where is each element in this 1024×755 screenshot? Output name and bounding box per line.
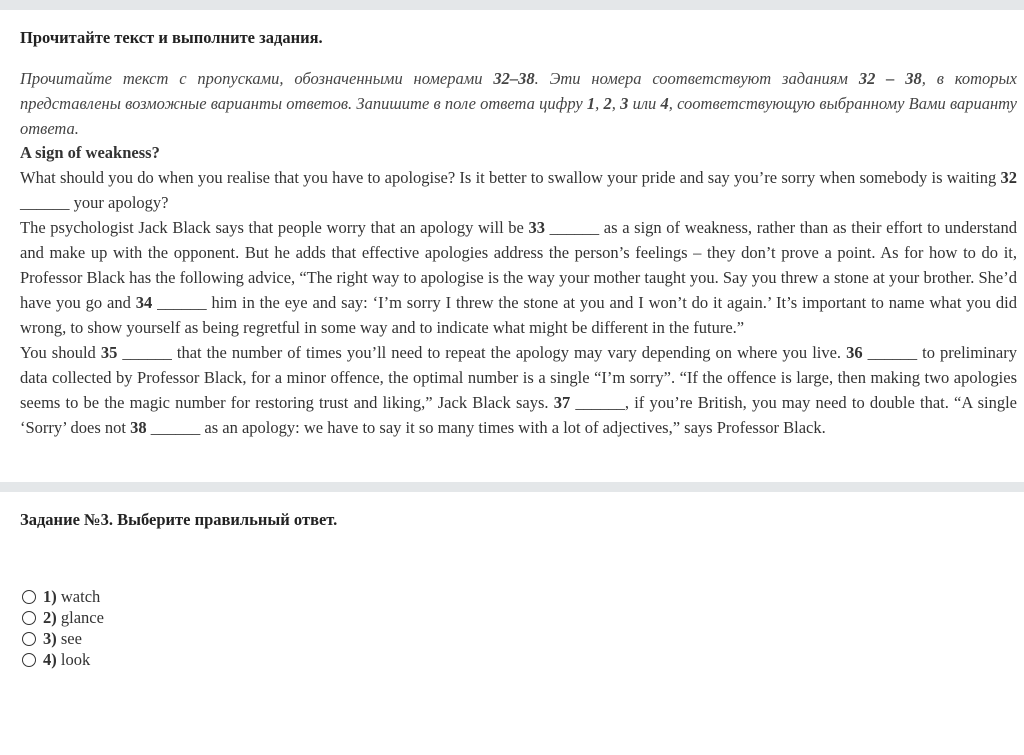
gap-number: 38 bbox=[130, 418, 147, 437]
answer-option-3[interactable] bbox=[20, 628, 1004, 649]
option-label: look bbox=[60, 649, 91, 669]
radio-button[interactable] bbox=[22, 632, 36, 646]
instruction-text bbox=[20, 66, 1017, 141]
text-segment: , соответствующую выбранному Вами варианту ответа. bbox=[20, 94, 1018, 138]
gap-number: 1 bbox=[586, 94, 596, 113]
option-label: see bbox=[60, 628, 82, 648]
gap-number: 37 bbox=[553, 393, 571, 412]
text-segment: . Эти номера соответствуют заданиям bbox=[534, 69, 859, 88]
text-segment: , в которых представлены возможные варианты ответов. Запишите в поле ответа цифру bbox=[20, 69, 1018, 113]
text-segment: , bbox=[611, 94, 621, 113]
radio-button[interactable] bbox=[22, 611, 36, 625]
text-segment: или bbox=[628, 94, 661, 113]
text-segment: ______ that the number of times you’ll need to repeat the apology may vary depending on where you live. bbox=[117, 343, 847, 362]
answer-option-1[interactable] bbox=[20, 586, 1004, 607]
text-segment: ______ as a sign of weakness, rather than as their effort to understand and make up with the opponent. But he adds that effective apologies address the person’s feelings – they don’t prove a point. As for how to do it, Professor Black has the following advice, “The right way to apologise is the way your mother taught you. Say you threw a stone at your brother. She’d have you go and bbox=[20, 218, 1017, 312]
section-header: Прочитайте текст и выполните задания. bbox=[20, 28, 323, 47]
text-segment: ______, if you’re British, you may need to double that. “A single ‘Sorry’ does not bbox=[20, 393, 1017, 437]
paragraph bbox=[20, 215, 1017, 340]
gap-number: 32 bbox=[1000, 168, 1017, 187]
gap-number: 4 bbox=[660, 94, 669, 113]
section-divider bbox=[0, 482, 1024, 492]
paragraph bbox=[20, 165, 1017, 215]
reading-text bbox=[20, 165, 1017, 440]
question-section bbox=[0, 492, 1024, 688]
option-label: watch bbox=[60, 586, 101, 606]
option-number: 3) bbox=[43, 628, 57, 648]
text-segment: The psychologist Jack Black says that people worry that an apology will be bbox=[20, 218, 529, 237]
option-number: 4) bbox=[43, 649, 57, 669]
option-label: glance bbox=[60, 607, 104, 627]
answer-option-4[interactable] bbox=[20, 649, 1004, 670]
text-segment: , bbox=[595, 94, 604, 113]
radio-button[interactable] bbox=[22, 590, 36, 604]
gap-number: 34 bbox=[135, 293, 153, 312]
text-segment: Прочитайте текст с пропусками, обозначенными номерами bbox=[20, 69, 494, 88]
reading-section bbox=[0, 10, 1024, 440]
text-segment: ______ to preliminary data collected by Professor Black, for a minor offence, the optimal number is a single “I’m sorry”. “If the offence is large, then making two apologies seems to be the magic number for restoring trust and liking,” Jack Black says. bbox=[20, 343, 1017, 412]
text-segment: You should bbox=[20, 343, 101, 362]
option-number: 2) bbox=[43, 607, 57, 627]
paragraph bbox=[20, 340, 1017, 440]
text-segment: ______ as an apology: we have to say it so many times with a lot of adjectives,” says Professor Black. bbox=[146, 418, 826, 437]
text-segment: ______ him in the eye and say: ‘I’m sorry I threw the stone at you and I won’t do it again.’ It’s important to name what you did wrong, to show yourself as being regretful in some way and to indicate what might be different in the future.” bbox=[20, 293, 1017, 337]
gap-number: 33 bbox=[528, 218, 546, 237]
question-title: Задание №3. Выберите правильный ответ. bbox=[20, 510, 338, 529]
gap-number: 32 – 38 bbox=[858, 69, 922, 88]
answer-options bbox=[20, 586, 1004, 670]
gap-number: 35 bbox=[100, 343, 118, 362]
option-number: 1) bbox=[43, 586, 57, 606]
gap-number: 2 bbox=[603, 94, 612, 113]
gap-number: 3 bbox=[620, 94, 629, 113]
radio-button[interactable] bbox=[22, 653, 36, 667]
gap-number: 32–38 bbox=[493, 69, 535, 88]
top-divider bbox=[0, 0, 1024, 10]
text-segment: ______ your apology? bbox=[20, 193, 169, 212]
answer-option-2[interactable] bbox=[20, 607, 1004, 628]
gap-number: 36 bbox=[846, 343, 863, 362]
text-segment: What should you do when you realise that you have to apologise? Is it better to swallow your pride and say you’re sorry when somebody is waiting bbox=[20, 168, 1001, 187]
text-title: A sign of weakness? bbox=[20, 143, 160, 162]
